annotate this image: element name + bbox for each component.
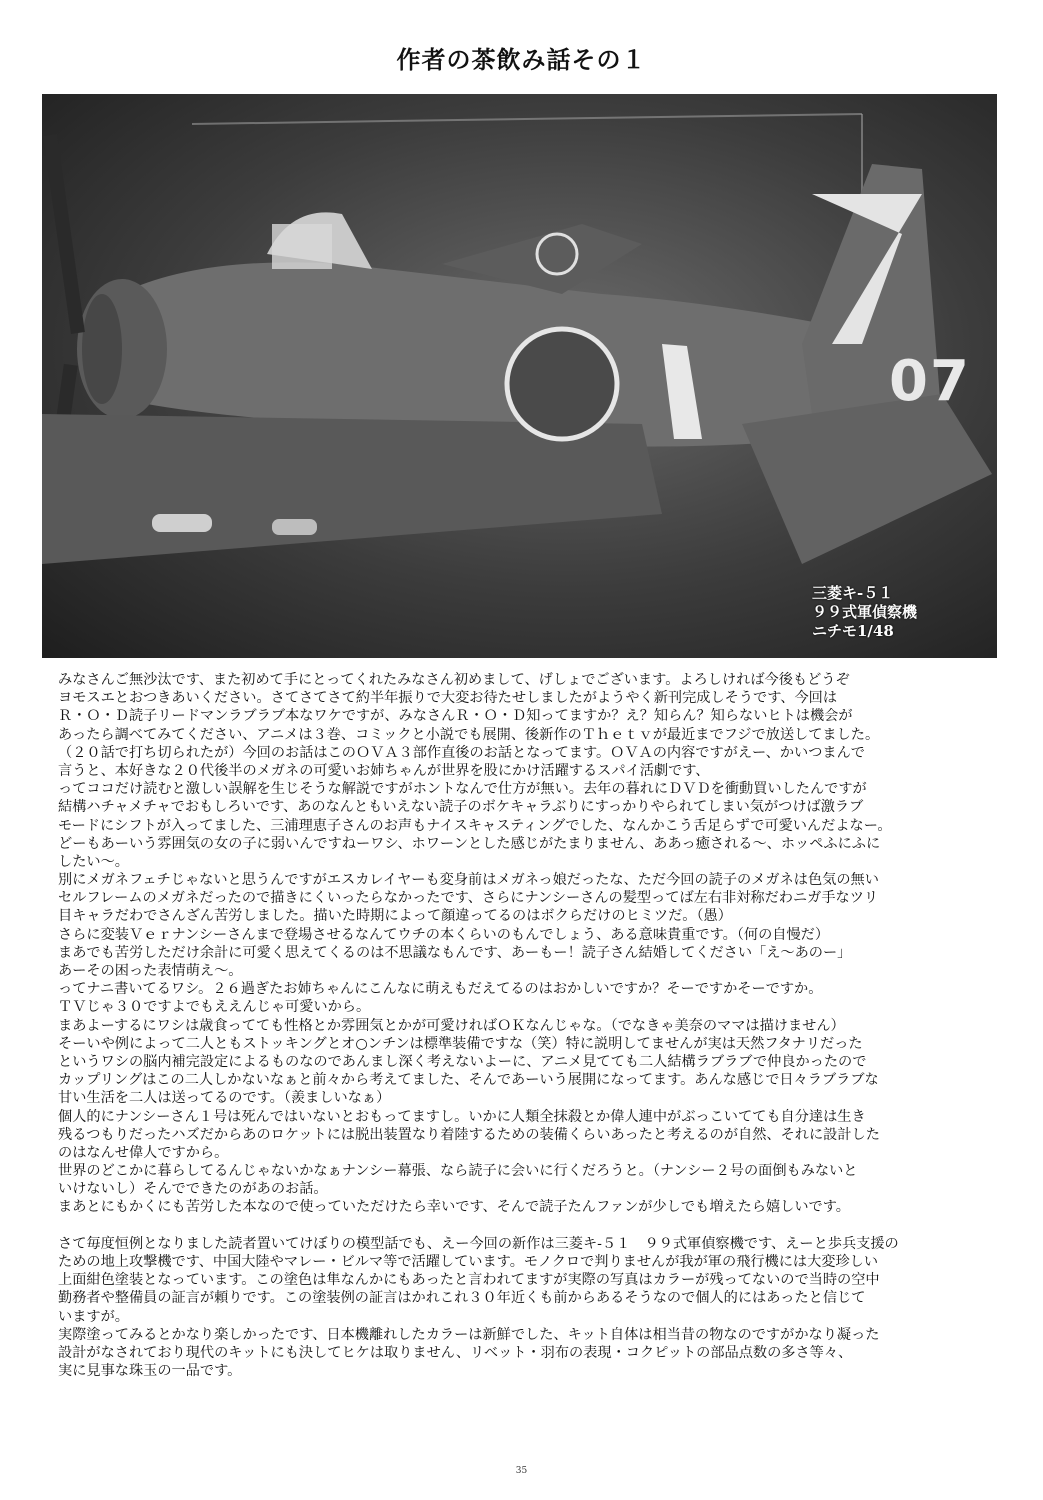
text-line: 実に見事な珠玉の一品です。 [58,1363,242,1380]
aircraft-model-photo [42,94,997,658]
text-line: 実際塗ってみるとかなり楽しかったです、日本機離れしたカラーは新鮮でした、キット自体は相当昔の物なのですがかなり凝った [58,1326,880,1343]
text-line: 勤務者や整備員の証言が頼りです。この塗装例の証言はかれこれ３０年近くも前からあるそうなので個人的にはあったと信じて [58,1290,866,1307]
text-line: 上面紺色塗装となっています。この塗色は隼なんかにもあったと言われてますが実際の写真はカラーが残ってないので当時の空中 [58,1272,880,1289]
text-line: まあとにもかくにも苦労した本なので使っていただけたら幸いです、そんで読子たんファンが少しでも増えたら嬉しいです。 [58,1199,850,1216]
text-line: 設計がなされており現代のキットにも決してヒケは取りません、リベット・羽布の表現・コクピットの部品点数の多さ等々、 [58,1344,853,1361]
text-line: のはなんせ偉人ですから。 [58,1144,229,1161]
caption-line: 三菱キ-５１ [811,584,894,602]
text-line: 甘い生活を二人は送ってるのです。（羨ましいなぁ） [58,1090,391,1107]
aircraft-illustration [42,94,997,658]
text-line: 言うと、本好きな２０代後半のメガネの可愛いお姉ちゃんが世界を股にかけ活躍するスパイ活劇です、 [58,762,710,779]
text-line: カップリングはこの二人しかないなぁと前々から考えてました、そんであーいう展開になってます。あんな感じで日々ラブラブな [58,1072,879,1089]
text-line: （２０話で打ち切られたが）今回のお話はこのＯＶＡ３部作直後のお話となってます。ＯＶＡの内容ですがえー、かいつまんで [58,744,865,761]
tail-number: 07 [889,349,971,414]
text-line: さらに変装Ｖｅｒナンシーさんまで登場させるなんてウチの本くらいのもんでしょう、ある意味貴重です。（何の自慢だ） [58,926,830,943]
text-line: したい～。 [58,853,129,870]
text-line: Ｒ・Ｏ・Ｄ読子リードマンラブラブ本なワケですが、みなさんＲ・Ｏ・Ｄ知ってますか？え？知らん？知らないヒトは機会が [58,708,853,725]
text-line: 残るつもりだったハズだからあのロケットには脱出装置なり着陸するための装備くらいあったと考えるのが自然、それに設計した [58,1126,880,1143]
text-line: どーもあーいう雰囲気の女の子に弱いんですねーワシ、ホワーンとした感じがたまりません、ああっ癒される～、ホッペふにふに [58,835,881,852]
text-line: ってココだけ読むと激しい誤解を生じそうな解説ですがホントなんで仕方が無い。去年の暮れにＤＶＤを衝動買いしたんですが [58,781,867,798]
text-line: モードにシフトが入ってました、三浦理恵子さんのお声もナイスキャスティングでした、なんかこう舌足らずで可愛いんだよなー。 [58,817,892,834]
text-line: さて毎度恒例となりました読者置いてけぼりの模型話でも、えー今回の新作は三菱キ-５１ ９９式軍偵察機です、えーと歩兵支援の [58,1235,899,1252]
text-line: 個人的にナンシーさん１号は死んではいないとおもってますし。いかに人類全抹殺とか偉人連中がぶっこいてても自分達は生き [58,1108,866,1125]
page-number: 35 [515,1466,528,1476]
text-line: ＴＶじゃ３０ですよでもええんじゃ可愛いから。 [58,999,371,1016]
paragraph-gap [58,1217,993,1235]
text-line: いますが。 [58,1308,129,1325]
text-line: 世界のどこかに暮らしてるんじゃないかなぁナンシー幕張、なら読子に会いに行くだろうと。（ナンシー２号の面倒もみないと [58,1163,858,1180]
article-body [58,671,993,1380]
text-line: あったら調べてみてください、アニメは３巻、コミックと小説でも展開、後新作のＴｈｅｔｖが最近までフジで放送してました。 [58,726,880,743]
text-line: 結構ハチャメチャでおもしろいです、あのなんともいえない読子のボケキャラぶりにすっかりやられてしまい気がつけば激ラブ [58,799,864,816]
text-line: 目キャラだわでさんざん苦労しました。描いた時期によって顔違ってるのはボクらだけのヒミツだ。（愚） [58,908,732,925]
text-line: ための地上攻撃機です、中国大陸やマレー・ビルマ等で活躍しています。モノクロで判りませんが我が軍の飛行機には大変珍しい [58,1254,879,1270]
caption-line: ニチモ1/48 [811,622,894,640]
text-line: まあでも苦労しただけ余計に可愛く思えてくるのは不思議なもんです、あーもー！読子さん結婚してください「え～あのー」 [58,944,852,961]
photo-caption [812,584,917,641]
page-title: 作者の茶飲み話その１ [396,45,647,74]
text-line: セルフレームのメガネだったので描きにくいったらなかったです、さらにナンシーさんの髪型ってば左右非対称だわニガ手なツリ [58,890,879,907]
text-line: いけないし）そんでできたのがあのお話。 [58,1181,328,1198]
text-line: そーいや例によって二人ともストッキングとオ○ンチンは標準装備ですな（笑）特に説明してませんが実は天然フタナリだった [58,1035,863,1052]
text-line: 別にメガネフェチじゃないと思うんですがエスカレイヤーも変身前はメガネっ娘だったな、ただ今回の読子のメガネは色気の無い [58,872,879,889]
text-line: あーその困った表情萌え～。 [58,963,243,979]
text-line: ってナニ書いてるワシ。２６過ぎたお姉ちゃんにこんなに萌えもだえてるのはおかしいですか？そーですかそーですか。 [58,981,823,998]
text-line: まあよーするにワシは歳食ってても性格とか雰囲気とかが可愛ければＯＫなんじゃな。（でなきゃ美奈のママは描けません） [58,1017,845,1034]
caption-line: ９９式軍偵察機 [811,603,917,621]
text-line: みなさんご無沙汰です、また初めて手にとってくれたみなさん初めまして、げしょでございます。よろしければ今後もどうぞ [58,672,850,688]
text-line: というワシの脳内補完設定によるものなのであんまし深く考えないよーに、アニメ見てても二人結構ラブラブで仲良かったので [58,1053,867,1070]
text-line: ヨモスエとおつきあいください。さてさてさて約半年振りで大変お待たせしましたがようやく新刊完成しそうです、今回は [58,690,838,707]
